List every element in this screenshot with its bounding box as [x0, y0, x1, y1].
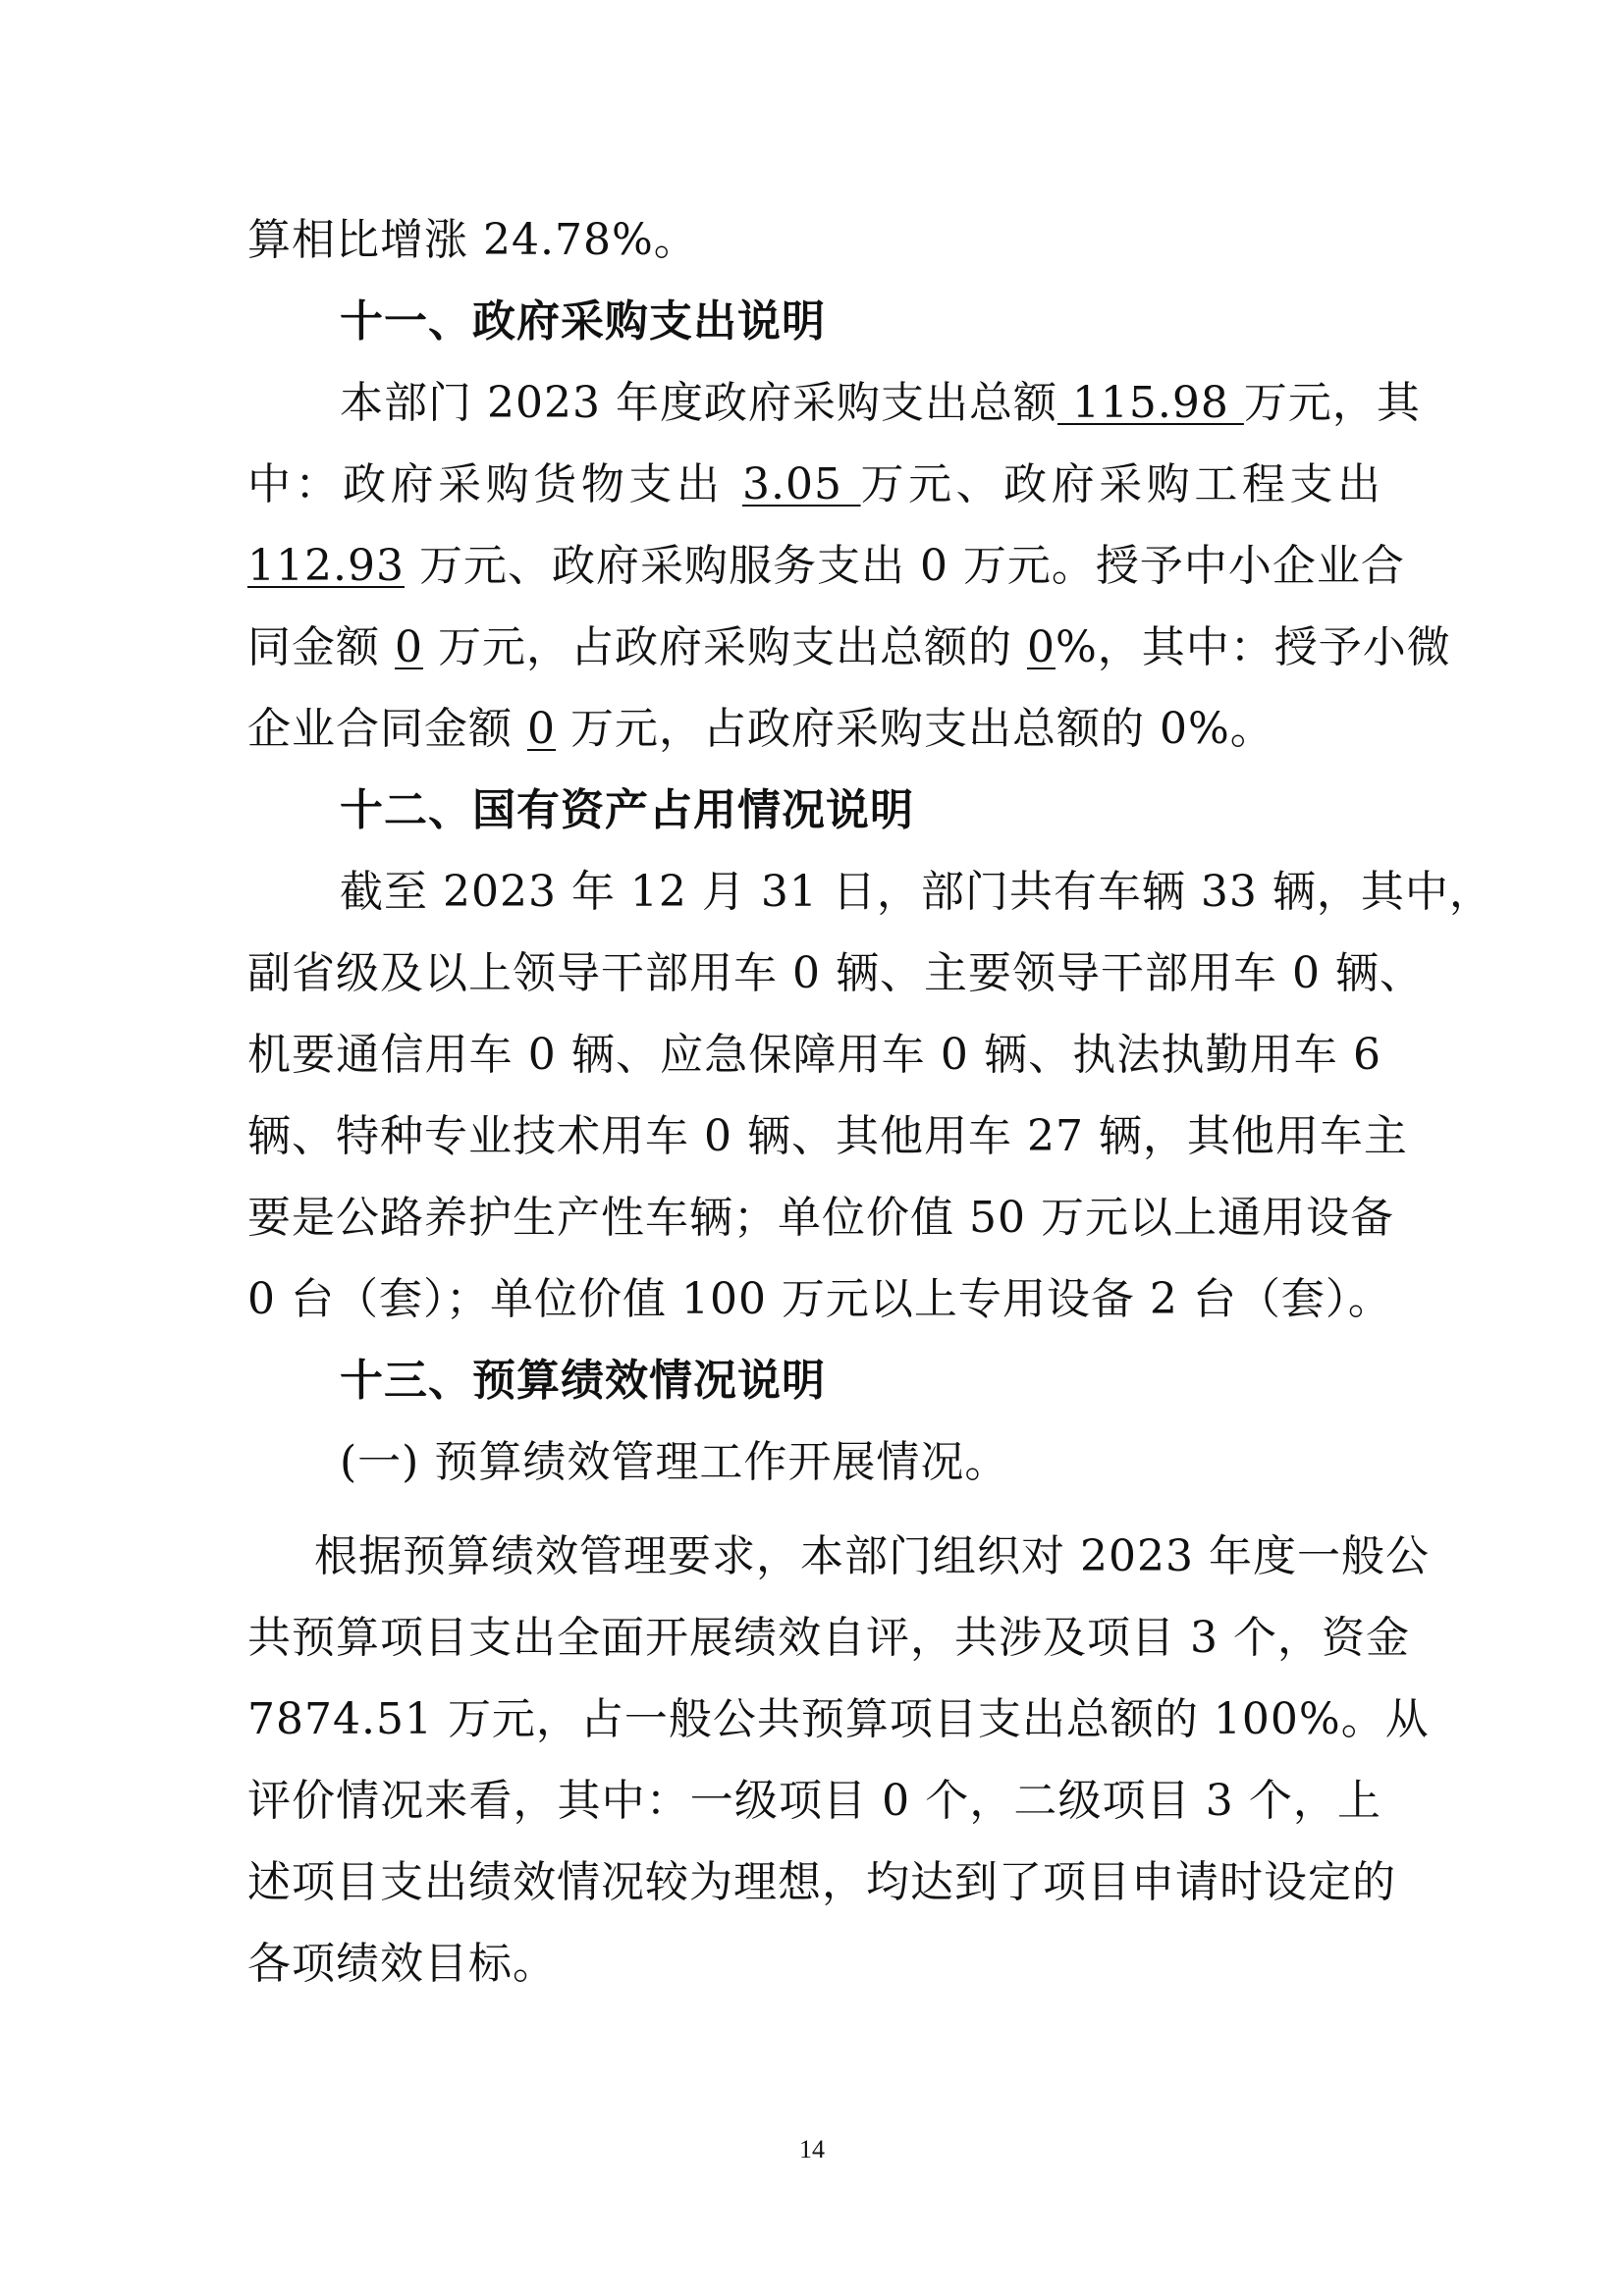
paragraph-line [247, 537, 1405, 596]
line-text: 万元、政府采购工程支出 [860, 459, 1381, 509]
line-text: 同金额 [247, 622, 395, 672]
paragraph-line [314, 1527, 1430, 1586]
paragraph-line [247, 1935, 1381, 1994]
section-heading-12 [340, 781, 1474, 840]
page-number: 14 [799, 2135, 825, 2163]
underlined-amount: 0 [395, 622, 423, 672]
line-text: 机要通信用车 0 辆、应急保障用车 0 辆、执法执勤用车 6 [247, 1030, 1381, 1080]
line-text: 共预算项目支出全面开展绩效自评，共涉及项目 3 个，资金 [247, 1613, 1410, 1663]
line-text: 企业合同金额 [247, 704, 527, 754]
underlined-amount: 3.05 [742, 459, 861, 509]
line-text: 万元，占政府采购支出总额的 0%。 [556, 704, 1274, 754]
paragraph-line [247, 618, 1451, 677]
line-text: 万元、政府采购服务支出 0 万元。授予中小企业合 [404, 541, 1405, 591]
paragraph-line [247, 1609, 1410, 1668]
line-text: 根据预算绩效管理要求，本部门组织对 2023 年度一般公 [314, 1531, 1430, 1581]
line-text: 万元，其 [1243, 378, 1421, 428]
heading-text: 十一、政府采购支出说明 [340, 296, 826, 347]
heading-text: 十二、国有资产占用情况说明 [340, 785, 914, 835]
paragraph-line [247, 944, 1424, 1003]
line-text: 辆、特种专业技术用车 0 辆、其他用车 27 辆，其他用车主 [247, 1111, 1408, 1161]
underlined-amount: 0 [527, 704, 556, 754]
line-text: 中：政府采购货物支出 [247, 459, 743, 509]
paragraph-line [340, 374, 1421, 433]
line-text: 各项绩效目标。 [247, 1939, 557, 1989]
line-text: 述项目支出绩效情况较为理想，均达到了项目申请时设定的 [247, 1857, 1396, 1907]
line-text: 要是公路养护生产性车辆；单位价值 50 万元以上通用设备 [247, 1193, 1394, 1243]
underlined-amount: 115.98 [1056, 378, 1244, 428]
line-text: 截至 2023 年 12 月 31 日，部门共有车辆 33 辆，其中， [340, 867, 1493, 917]
paragraph-line [247, 1270, 1392, 1329]
paragraph-line [247, 1107, 1408, 1166]
paragraph-line [247, 1026, 1381, 1085]
line-text: 算相比增涨 24.78%。 [247, 215, 698, 265]
section-heading-13 [340, 1352, 1474, 1411]
paragraph-line [247, 700, 1381, 759]
subheading-text: (一) 预算绩效管理工作开展情况。 [340, 1437, 1009, 1487]
line-text: 7874.51 万元，占一般公共预算项目支出总额的 100%。从 [247, 1694, 1430, 1744]
section-heading-11 [340, 293, 1474, 351]
line-text: 评价情况来看，其中：一级项目 0 个，二级项目 3 个，上 [247, 1776, 1381, 1826]
line-text: 本部门 2023 年度政府采购支出总额 [340, 378, 1057, 428]
paragraph-line [247, 1189, 1394, 1248]
heading-text: 十三、预算绩效情况说明 [340, 1356, 826, 1406]
subsection-heading [340, 1433, 1474, 1492]
line-text: %，其中：授予小微 [1055, 622, 1451, 672]
paragraph-line [247, 1772, 1381, 1831]
paragraph-line [247, 1690, 1430, 1749]
underlined-amount: 0 [1026, 622, 1056, 672]
paragraph-line [247, 211, 1381, 270]
line-text: 0 台（套）；单位价值 100 万元以上专用设备 2 台（套）。 [247, 1274, 1392, 1324]
line-text: 副省级及以上领导干部用车 0 辆、主要领导干部用车 0 辆、 [247, 948, 1424, 998]
paragraph-line [247, 1853, 1396, 1912]
underlined-amount: 112.93 [247, 541, 405, 591]
line-text: 万元，占政府采购支出总额的 [423, 622, 1027, 672]
paragraph-line [247, 455, 1381, 514]
paragraph-line [340, 863, 1493, 922]
